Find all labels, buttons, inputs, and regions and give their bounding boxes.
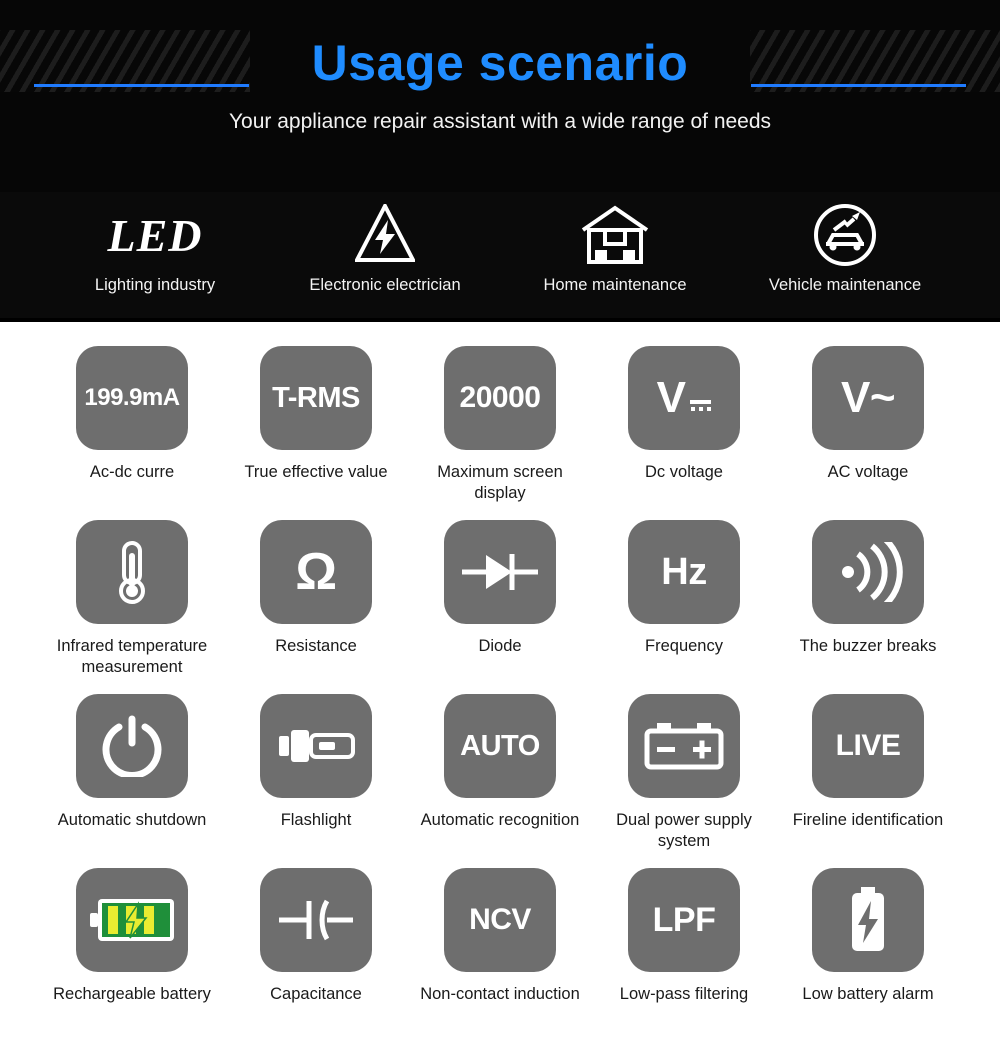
feature-cell [776,346,960,520]
feature-caption: Dc voltage [645,463,723,481]
feature-caption: Non-contact induction [420,985,580,1003]
feature-cell [408,694,592,868]
feature-cell [592,868,776,1042]
feature-cell [40,520,224,694]
feature-cell [40,694,224,868]
feature-caption: Fireline identification [792,811,944,829]
feature-cell [408,346,592,520]
feature-cell [776,868,960,1042]
feature-cell [224,868,408,1042]
capacitance-icon [260,868,372,972]
ncv-icon [444,868,556,972]
feature-cell [592,346,776,520]
current-range-icon [76,346,188,450]
led-text-icon [50,204,260,266]
feature-cell [224,694,408,868]
flashlight-icon [260,694,372,798]
feature-caption: Diode [478,637,522,655]
buzzer-icon [812,520,924,624]
tile-glyph: V [656,373,686,422]
tile-glyph: AUTO [460,729,540,762]
scenario-label: Home maintenance [543,276,687,294]
feature-caption: The buzzer breaks [799,637,937,655]
feature-cell [408,520,592,694]
frequency-icon [628,520,740,624]
scenario-item-electrician [280,192,490,295]
car-repair-icon [740,204,950,266]
live-wire-icon [812,694,924,798]
feature-caption: Low battery alarm [802,985,934,1003]
scenario-label: Vehicle maintenance [768,276,922,294]
count-20000-icon [444,346,556,450]
feature-cell [408,868,592,1042]
dc-voltage-icon [628,346,740,450]
battery-dual-power-icon [628,694,740,798]
tile-glyph: 20000 [459,381,541,414]
page-header [0,0,1000,192]
tile-glyph: NCV [469,903,531,936]
scenario-item-lighting [50,192,260,295]
low-battery-alarm-icon [812,868,924,972]
house-icon [510,204,720,266]
lpf-icon [628,868,740,972]
feature-caption: Resistance [275,637,357,655]
tile-glyph: Hz [661,550,707,593]
feature-caption: Capacitance [270,985,362,1003]
feature-cell [592,694,776,868]
scenario-item-vehicle [740,192,950,295]
feature-caption: Automatic shutdown [57,811,207,829]
feature-cell [776,694,960,868]
tile-glyph: T-RMS [272,381,360,414]
dc-symbol [690,400,711,411]
tile-glyph: V~ [840,373,896,422]
feature-caption: True effective value [244,463,388,481]
ac-voltage-icon [812,346,924,450]
power-off-icon [76,694,188,798]
scenario-label: Lighting industry [94,276,216,294]
scenario-label: Electronic electrician [309,276,461,294]
feature-cell [592,520,776,694]
feature-caption: Frequency [645,637,723,655]
tile-glyph: 199.9mA [84,384,180,411]
feature-cell [224,346,408,520]
feature-cell [776,520,960,694]
feature-caption: Maximum screen display [437,463,563,503]
rechargeable-battery-icon [76,868,188,972]
thermometer-icon [76,520,188,624]
scenario-item-home [510,192,720,295]
tile-glyph: LPF [652,900,716,939]
feature-caption: Rechargeable battery [53,985,211,1003]
feature-caption: Infrared temperature measurement [56,637,208,677]
feature-caption: Automatic recognition [420,811,580,829]
led-glyph: LED [107,209,203,261]
feature-caption: Flashlight [280,811,352,829]
feature-caption: Dual power supply system [616,811,752,851]
true-rms-icon [260,346,372,450]
feature-caption: Ac-dc curre [89,463,175,481]
feature-cell [40,346,224,520]
scenario-strip [0,192,1000,322]
diode-icon [444,520,556,624]
feature-cell [40,868,224,1042]
lightning-bolt-icon [280,204,490,266]
feature-cell [224,520,408,694]
ohm-icon [260,520,372,624]
auto-icon [444,694,556,798]
feature-grid [0,322,1000,1052]
feature-caption: AC voltage [827,463,909,481]
tile-glyph: Ω [295,543,337,601]
tile-glyph: LIVE [835,729,901,762]
page-subtitle: Your appliance repair assistant with a wide range of needs [228,110,772,133]
page-title: Usage scenario [311,35,689,91]
feature-caption: Low-pass filtering [619,985,749,1003]
